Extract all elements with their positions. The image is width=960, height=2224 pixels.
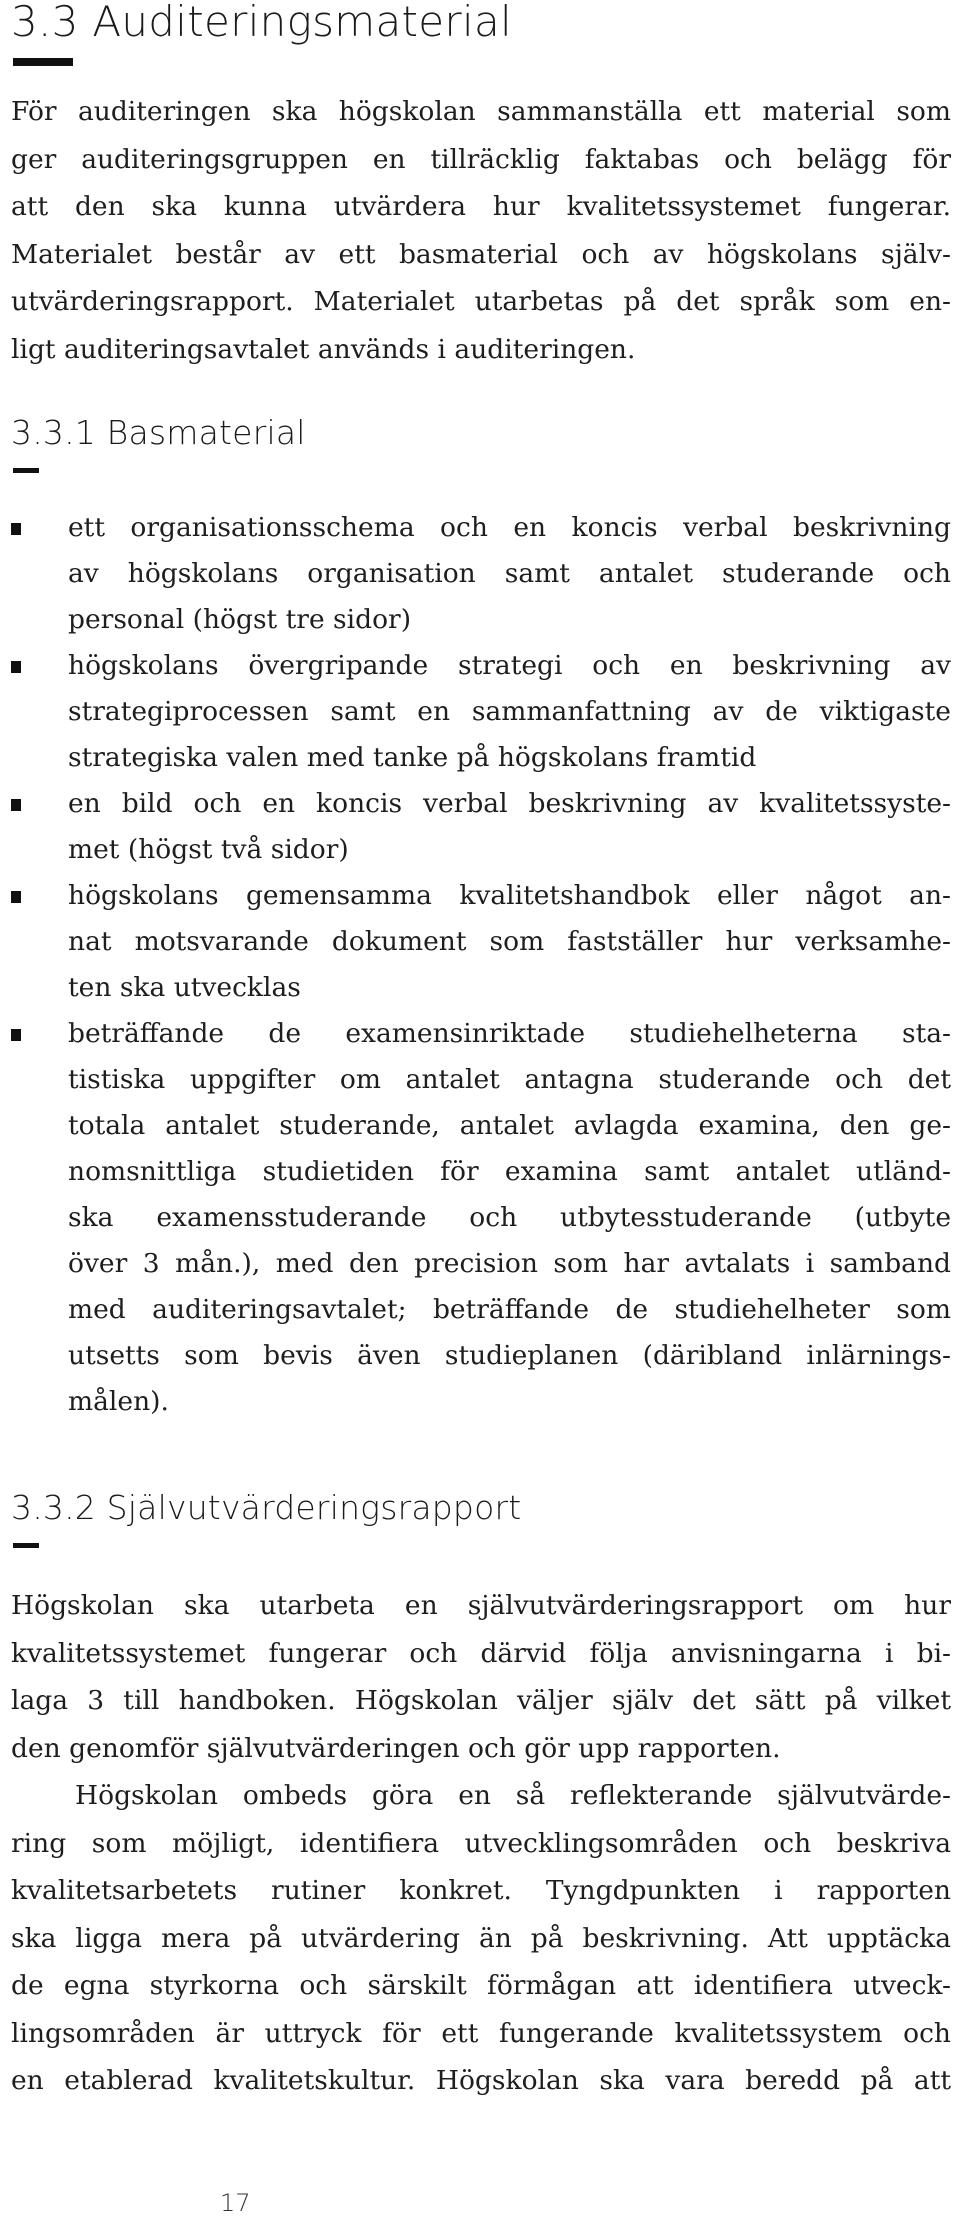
intro-paragraph	[11, 88, 951, 373]
paragraph-line: laga 3 till handboken. Högskolan väljer själv det sätt på vilket	[11, 1685, 951, 1716]
list-item-line: med auditeringsavtalet; beträffande de studiehelheter som	[68, 1294, 951, 1325]
list-item	[11, 1011, 951, 1425]
paragraph-line: utvärderingsrapport. Materialet utarbetas på det språk som en-	[11, 286, 951, 317]
paragraph-line: Högskolan ska utarbeta en självutvärderingsrapport om hur	[11, 1590, 951, 1621]
list-item-line: en bild och en koncis verbal beskrivning av kvalitetssyste-	[68, 788, 951, 819]
paragraph-line: För auditeringen ska högskolan sammanställa ett material som	[11, 96, 951, 127]
paragraph-line: de egna styrkorna och särskilt förmågan att identifiera utveck-	[11, 1970, 951, 2001]
list-item	[11, 643, 951, 781]
square-bullet-icon	[11, 661, 21, 673]
list-item-line: strategiprocessen samt en sammanfattning av de viktigaste	[68, 696, 951, 727]
list-item-line: av högskolans organisation samt antalet studerande och	[68, 558, 951, 589]
list-item-line: nat motsvarande dokument som fastställer hur verksamhe-	[68, 926, 951, 957]
paragraph-line: lingsområden är uttryck för ett fungerande kvalitetssystem och	[11, 2017, 951, 2049]
list-item-line: högskolans övergripande strategi och en beskrivning av	[68, 650, 951, 681]
list-item	[11, 781, 951, 873]
list-item-line: strategiska valen med tanke på högskolans framtid	[68, 742, 757, 773]
list-item-line: ska examensstuderande och utbytesstuderande (utbyte	[68, 1202, 951, 1233]
subsection-heading-rule	[13, 1543, 39, 1548]
square-bullet-icon	[11, 523, 21, 535]
basmaterial-list	[11, 505, 951, 1425]
section-heading: 3.3 Auditeringsmaterial	[11, 0, 512, 46]
list-item-line: högskolans gemensamma kvalitetshandbok eller något an-	[68, 880, 951, 911]
list-item-line: personal (högst tre sidor)	[68, 604, 412, 635]
paragraph-line: ring som möjligt, identifiera utvecklingsområden och beskriva	[11, 1827, 951, 1859]
list-item-line: met (högst två sidor)	[68, 834, 349, 865]
list-item	[11, 873, 951, 1011]
square-bullet-icon	[11, 891, 21, 903]
square-bullet-icon	[11, 799, 21, 811]
paragraph-line: att den ska kunna utvärdera hur kvalitetssystemet fungerar.	[11, 191, 951, 222]
subsection-heading-rule	[13, 468, 39, 473]
paragraph-line: Högskolan ombeds göra en så reflekterande självutvärde-	[75, 1780, 951, 1811]
list-item	[11, 505, 951, 643]
list-item-line: beträffande de examensinriktade studiehelheterna sta-	[68, 1018, 951, 1049]
paragraph-line: ska ligga mera på utvärdering än på beskrivning. Att upptäcka	[11, 1922, 951, 1954]
list-item-line: målen).	[68, 1386, 169, 1417]
paragraph-line: en etablerad kvalitetskultur. Högskolan ska vara beredd på att	[11, 2065, 951, 2096]
sjalvutvardering-paragraph-2	[11, 1772, 951, 2105]
sjalvutvardering-paragraph-1	[11, 1582, 951, 1772]
list-item-line: nomsnittliga studietiden för examina samt antalet utländ-	[68, 1156, 951, 1187]
square-bullet-icon	[11, 1029, 21, 1041]
list-item-line: utsetts som bevis även studieplanen (däribland inlärnings-	[68, 1340, 951, 1371]
list-item-line: tistiska uppgifter om antalet antagna studerande och det	[68, 1064, 951, 1095]
list-item-line: ett organisationsschema och en koncis verbal beskrivning	[68, 512, 951, 543]
list-item-line: över 3 mån.), med den precision som har avtalats i samband	[68, 1248, 951, 1279]
paragraph-line: den genomför självutvärderingen och gör upp rapporten.	[11, 1732, 781, 1764]
paragraph-line: ligt auditeringsavtalet används i auditeringen.	[11, 333, 636, 365]
list-item-line: totala antalet studerande, antalet avlagda examina, den ge-	[68, 1110, 951, 1141]
paragraph-line: ger auditeringsgruppen en tillräcklig faktabas och belägg för	[11, 143, 951, 175]
subsection-heading-basmaterial: 3.3.1 Basmaterial	[11, 413, 306, 452]
paragraph-line: Materialet består av ett basmaterial och av högskolans själv-	[11, 238, 951, 270]
list-item-line: ten ska utvecklas	[68, 972, 301, 1003]
page-number: 17	[220, 2189, 251, 2217]
subsection-heading-sjalvutvardering: 3.3.2 Självutvärderingsrapport	[11, 1488, 522, 1527]
paragraph-line: kvalitetssystemet fungerar och därvid följa anvisningarna i bi-	[11, 1637, 951, 1669]
paragraph-line: kvalitetsarbetets rutiner konkret. Tyngdpunkten i rapporten	[11, 1875, 951, 1906]
section-heading-rule	[13, 58, 73, 66]
